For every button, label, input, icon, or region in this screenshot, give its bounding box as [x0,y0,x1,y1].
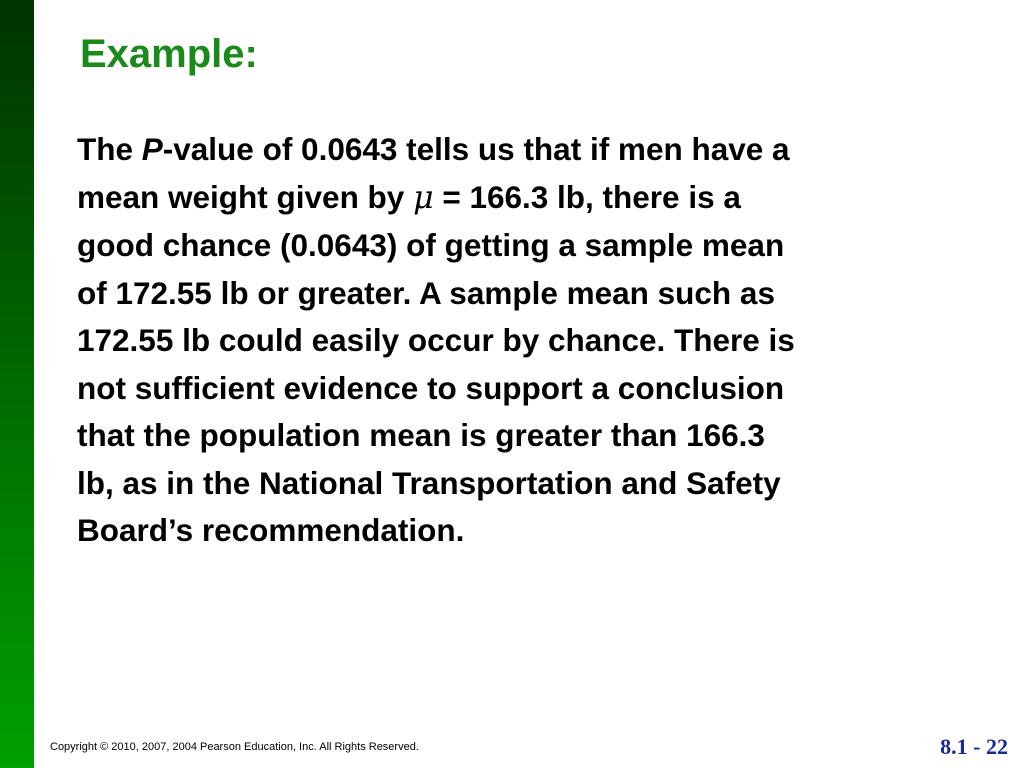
body-line: of 172.55 lb or greater. A sample mean such as [77,274,775,311]
body-text-segment: = 166.3 lb, there is a [433,178,741,215]
left-accent-bar [0,0,34,768]
body-text-segment: mean weight given by [77,178,414,215]
slide-body-text [77,126,997,555]
body-line [77,174,997,223]
slide-title: Example: [80,32,258,76]
body-line: good chance (0.0643) of getting a sample mean [77,227,785,263]
body-line: that the population mean is greater than 166.3 [77,417,765,453]
body-line: Board’s recommendation. [77,512,465,548]
mu-symbol: μ [413,179,434,216]
slide-number: 8.1 - 22 [940,734,1008,759]
copyright-notice: Copyright © 2010, 2007, 2004 Pearson Education, Inc. All Rights Reserved. [50,741,419,753]
body-line: not sufficient evidence to support a conclusion [77,369,785,406]
body-line: lb, as in the National Transportation and Safety [77,464,781,501]
body-line [77,126,997,174]
p-variable-italic: P [141,131,163,167]
body-text-segment: The [77,131,142,167]
body-text-segment: -value of 0.0643 tells us that if men have a [162,131,790,167]
body-line: 172.55 lb could easily occur by chance. There is [77,322,795,358]
